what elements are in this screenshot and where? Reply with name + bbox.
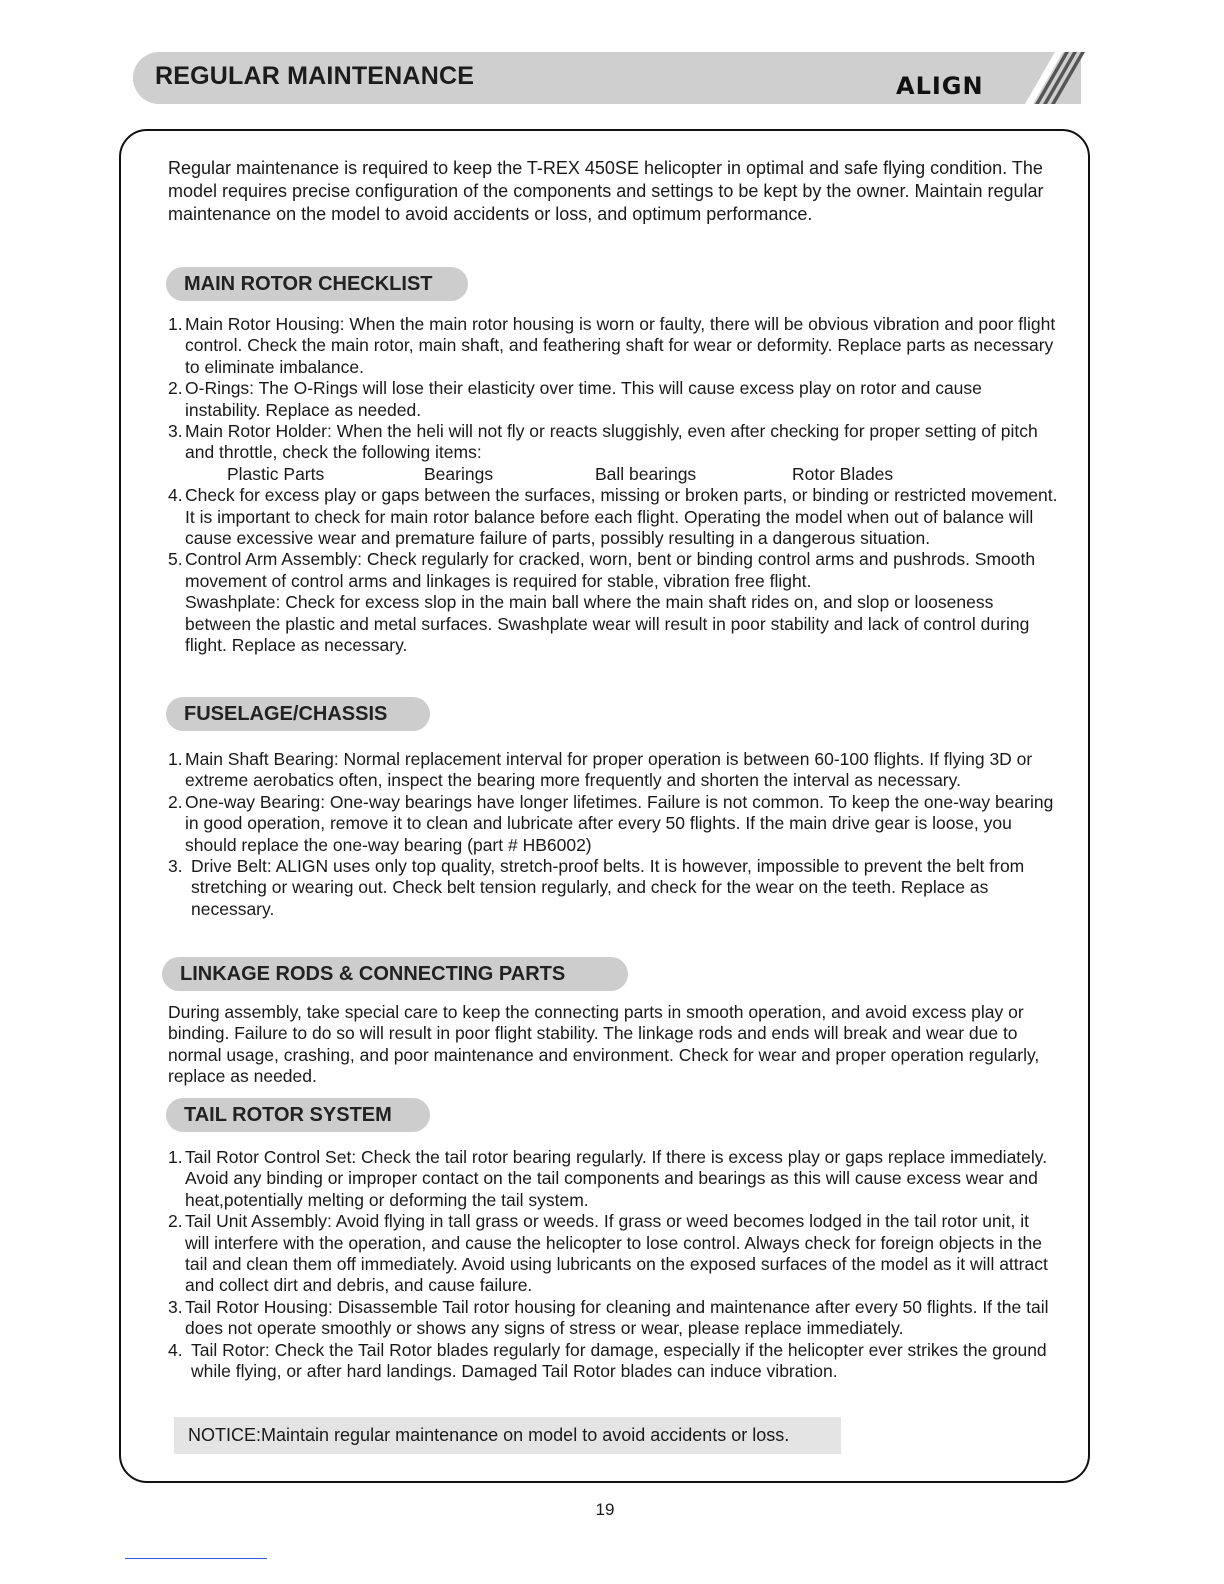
list-item-text: Tail Rotor Control Set: Check the tail rotor bearing regularly. If there is excess play or gaps replace immediately. Avoid any binding or improper contact on the tail components and bearings as this will cause excess wear and heat,potentially melting or deforming the tail system. (185, 1147, 1048, 1210)
intro-paragraph: Regular maintenance is required to keep the T-REX 450SE helicopter in optimal and safe flying condition. The model requires precise configuration of the components and settings to be kept by the owner. Maintain regular maintenance on the model to avoid accidents or loss, and optimum performance. (168, 158, 1044, 224)
linkage-paragraph: During assembly, take special care to keep the connecting parts in smooth operation, and avoid excess play or binding. Failure to do so will result in poor flight stability. The linkage rods and ends will break and wear due to normal usage, crashing, and poor maintenance and environment. Check for wear and proper operation regularly, replace as needed. (168, 1002, 1040, 1087)
parts-row (185, 464, 1058, 485)
part-bearings: Bearings (424, 463, 494, 484)
footer-line (125, 1558, 267, 1559)
page-title: REGULAR MAINTENANCE (155, 62, 475, 90)
list-item-text: O-Rings: The O-Rings will lose their elasticity over time. This will cause excess play on rotor and cause instability. Replace as needed. (185, 378, 982, 420)
list-item (168, 421, 1058, 485)
list-item-paragraph: Swashplate: Check for excess slop in the main ball where the main shaft rides on, and slop or looseness between the plastic and metal surfaces. Swashplate wear will result in poor stability and lack of control during flight. Replace as necessary. (185, 592, 1030, 656)
list-item-text: One-way Bearing: One-way bearings have longer lifetimes. Failure is not common. To keep the one-way bearing in good operation, remove it to clean and lubricate after every 50 flights. If the main drive gear is loose, you should replace the one-way bearing (part # HB6002) (185, 791, 1054, 855)
logo-stripes-icon (1015, 52, 1085, 104)
section-heading-tail-rotor: TAIL ROTOR SYSTEM (166, 1098, 430, 1132)
list-item-text: Main Shaft Bearing: Normal replacement interval for proper operation is between 60-100 flights. If flying 3D or extreme aerobatics often, inspect the bearing more frequently and shorten the interval as necessary. (185, 749, 1033, 791)
list-item (168, 314, 1058, 378)
notice-banner: NOTICE:Maintain regular maintenance on model to avoid accidents or loss. (174, 1417, 841, 1454)
list-item-number: 3. (168, 421, 183, 442)
list-item-number: 4. (168, 485, 183, 506)
list-item (168, 1297, 1058, 1340)
list-item-text: Tail Unit Assembly: Avoid flying in tall grass or weeds. If grass or weed becomes lodged in the tail rotor unit, it will interfere with the operation, and cause the helicopter to lose control. Always check for foreign objects in the tail and clean them off immediately. Avoid using lubricants on the exposed surfaces of the model as it will attract and collect dirt and debris, and cause failure. (185, 1211, 1048, 1296)
list-item-number: 3. (168, 1296, 183, 1317)
list-item (168, 1147, 1058, 1211)
list-item-number: 2. (168, 791, 183, 812)
align-logo: ALIGN (896, 72, 984, 100)
list-item (168, 856, 1058, 920)
list-item-text (185, 549, 1058, 656)
list-item (168, 549, 1058, 656)
list-item-number: 1. (168, 1147, 183, 1167)
part-rotor-blades: Rotor Blades (792, 463, 894, 484)
list-item (168, 749, 1058, 792)
section-heading-main-rotor: MAIN ROTOR CHECKLIST (166, 267, 468, 301)
list-item-text: Drive Belt: ALIGN uses only top quality, stretch-proof belts. It is however, impossible to prevent the belt from stretching or wearing out. Check belt tension regularly, and check for the wear on the teeth. Replace as necessary. (191, 856, 1025, 919)
list-item (168, 485, 1058, 549)
section-heading-fuselage: FUSELAGE/CHASSIS (166, 697, 430, 731)
main-rotor-list (168, 314, 1058, 657)
list-item-number: 4. (168, 1339, 183, 1360)
list-item-number: 1. (168, 314, 183, 334)
page-number: 19 (595, 1500, 615, 1519)
list-item (168, 792, 1058, 856)
part-plastic-parts: Plastic Parts (227, 463, 325, 484)
fuselage-list (168, 749, 1058, 920)
list-item-text (185, 421, 1058, 485)
list-item-number: 5. (168, 549, 183, 570)
list-item (168, 1340, 1058, 1383)
section-heading-linkage: LINKAGE RODS & CONNECTING PARTS (162, 957, 628, 991)
list-item-paragraph: Control Arm Assembly: Check regularly for cracked, worn, bent or binding control arms and pushrods. Smooth movement of control arms and linkages is required for stable, vibration free flight. (185, 549, 1036, 591)
list-item (168, 1211, 1058, 1297)
list-item-text: Main Rotor Housing: When the main rotor housing is worn or faulty, there will be obvious vibration and poor flight control. Check the main rotor, main shaft, and feathering shaft for wear or deformity. Replace parts as necessary to eliminate imbalance. (185, 314, 1056, 377)
list-item-paragraph: Main Rotor Holder: When the heli will not fly or reacts sluggishly, even after checking for proper setting of pitch and throttle, check the following items: (185, 421, 1038, 463)
list-item (168, 378, 1058, 421)
list-item-text: Check for excess play or gaps between the surfaces, missing or broken parts, or binding or restricted movement. It is important to check for main rotor balance before each flight. Operating the model when out of balance will cause excessive wear and premature failure of parts, possibly resulting in a dangerous situation. (185, 485, 1058, 549)
tail-rotor-list (168, 1147, 1058, 1382)
part-ball-bearings: Ball bearings (595, 463, 697, 484)
list-item-text: Tail Rotor Housing: Disassemble Tail rotor housing for cleaning and maintenance after every 50 flights. If the tail does not operate smoothly or shows any signs of stress or wear, please replace immediately. (185, 1296, 1049, 1339)
list-item-number: 3. (168, 856, 183, 877)
list-item-number: 2. (168, 378, 183, 399)
list-item-number: 1. (168, 749, 183, 769)
list-item-text: Tail Rotor: Check the Tail Rotor blades regularly for damage, especially if the helicopter ever strikes the ground while flying, or after hard landings. Damaged Tail Rotor blades can induce vibration. (191, 1339, 1047, 1382)
list-item-number: 2. (168, 1211, 183, 1232)
